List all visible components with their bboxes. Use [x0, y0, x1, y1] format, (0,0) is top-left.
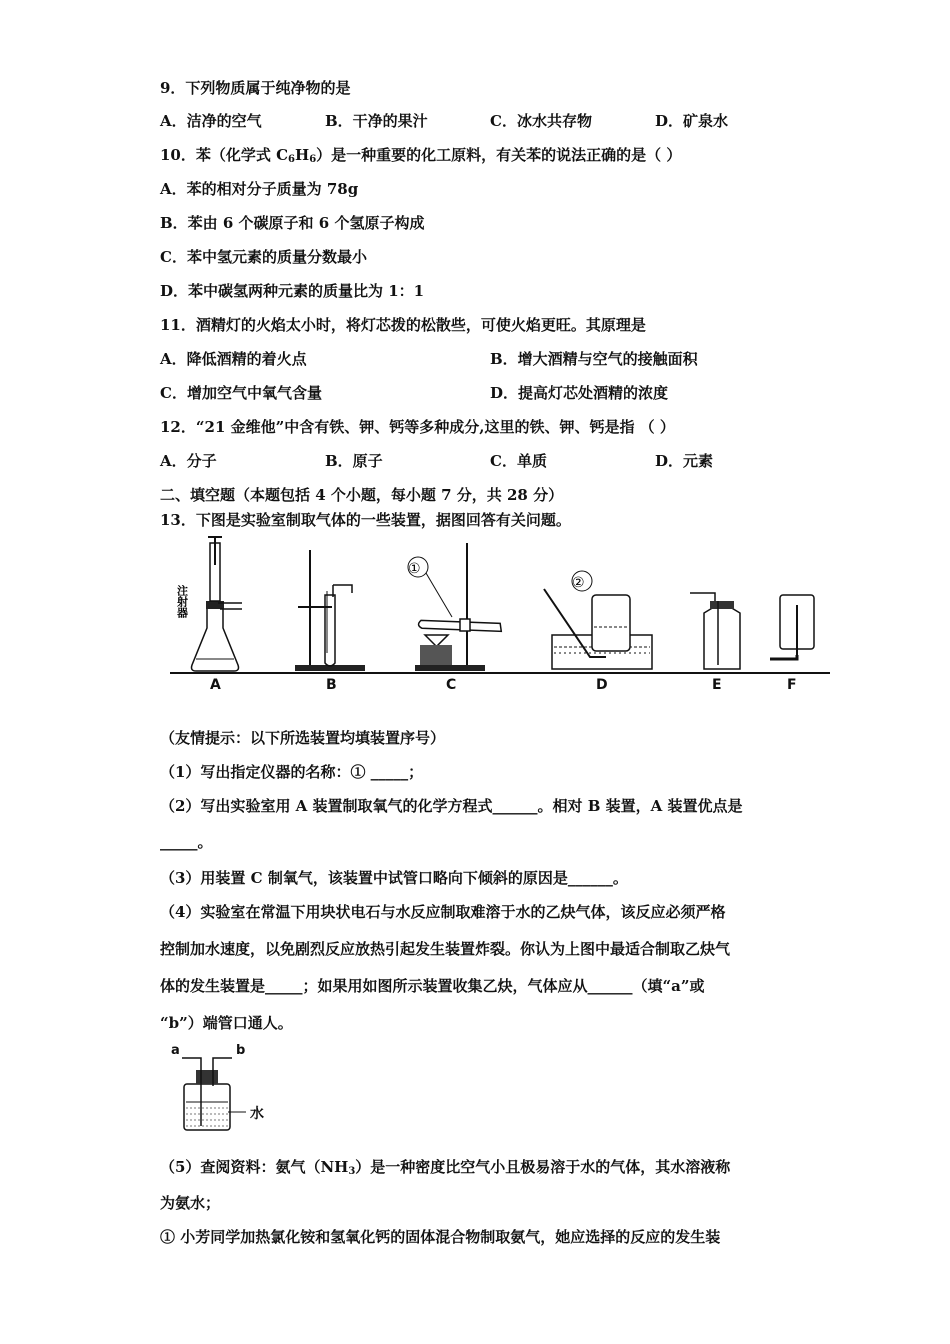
bottle-label-water: 水 — [250, 1106, 264, 1122]
q13-part5-line1 — [160, 1157, 730, 1182]
q10-stem — [160, 145, 681, 170]
q13-part1: （1）写出指定仪器的名称：① _____； — [160, 763, 424, 781]
apparatus-d — [544, 571, 652, 669]
q11-option-d: D．提高灯芯处酒精的浓度 — [490, 384, 669, 402]
q13-part2-line2: _____。 — [160, 833, 213, 851]
marker-1: ① — [408, 561, 421, 577]
syringe-label: 注射器 — [175, 585, 189, 618]
marker-2: ② — [572, 575, 585, 591]
q10-option-c: C．苯中氢元素的质量分数最小 — [160, 248, 367, 266]
q11-stem: 11．酒精灯的火焰太小时，将灯芯拨的松散些，可使火焰更旺。其原理是 — [160, 316, 646, 334]
apparatus-c — [408, 543, 501, 671]
q12-option-c: C．单质 — [490, 452, 547, 470]
q9-option-c: C．冰水共存物 — [490, 112, 592, 130]
figure-label-c: C — [446, 677, 457, 693]
q10-stem-pre: 10．苯（化学式 C — [160, 146, 289, 164]
q11-option-c: C．增加空气中氧气含量 — [160, 384, 322, 402]
q13-part3: （3）用装置 C 制氧气，该装置中试管口略向下倾斜的原因是______。 — [160, 869, 628, 887]
apparatus-figure — [170, 535, 830, 700]
apparatus-f — [770, 595, 814, 659]
q13-part4-line2: 控制加水速度，以免剧烈反应放热引起发生装置炸裂。你认为上图中最适合制取乙炔气 — [160, 940, 731, 958]
q13-part5-sub: 3 — [348, 1166, 356, 1177]
apparatus-e — [690, 593, 740, 669]
q13-part2-line1: （2）写出实验室用 A 装置制取氧气的化学方程式______。相对 B 装置，A 装置优点是 — [160, 797, 743, 815]
q13-part5-line3: ① 小芳同学加热氯化铵和氢氧化钙的固体混合物制取氨气，她应选择的反应的发生装 — [160, 1228, 721, 1246]
q10-option-d: D．苯中碳氢两种元素的质量比为 1：1 — [160, 282, 425, 300]
q13-part4-line3: 体的发生装置是_____；如果用如图所示装置收集乙炔，气体应从______（填“a”或 — [160, 977, 705, 995]
q12-stem: 12．“21 金维他”中含有铁、钾、钙等多种成分,这里的铁、钾、钙是指 （ ） — [160, 418, 675, 436]
bottle-body — [184, 1084, 230, 1130]
q12-option-a: A．分子 — [160, 452, 217, 470]
q13-part5-line2: 为氨水； — [160, 1194, 221, 1212]
figure-label-a: A — [210, 677, 221, 693]
figure-label-f: F — [787, 677, 797, 693]
q9-option-b: B．干净的果汁 — [325, 112, 428, 130]
q9-option-d: D．矿泉水 — [655, 112, 729, 130]
section2-title: 二、填空题（本题包括 4 个小题，每小题 7 分，共 28 分） — [160, 486, 564, 504]
q13-part5-pre: （5）查阅资料：氨气（NH — [160, 1158, 349, 1176]
q10-sub2: 6 — [309, 154, 317, 165]
figure-label-b: B — [326, 677, 337, 693]
q10-sub1: 6 — [288, 154, 296, 165]
apparatus-a — [192, 537, 243, 671]
figure-label-d: D — [596, 677, 608, 693]
q10-option-b: B．苯由 6 个碳原子和 6 个氢原子构成 — [160, 214, 425, 232]
q10-stem-mid: H — [295, 146, 310, 164]
q13-stem: 13．下图是实验室制取气体的一些装置，据图回答有关问题。 — [160, 511, 571, 529]
q11-option-b: B．增大酒精与空气的接触面积 — [490, 350, 698, 368]
bottle-stopper — [196, 1070, 218, 1084]
q9-option-a: A．洁净的空气 — [160, 112, 262, 130]
bottle-label-b: b — [236, 1043, 246, 1058]
figure-label-e: E — [712, 677, 722, 693]
q12-option-d: D．元素 — [655, 452, 714, 470]
q11-option-a: A．降低酒精的着火点 — [160, 350, 307, 368]
bottle-label-a: a — [171, 1043, 180, 1058]
q13-hint: （友情提示：以下所选装置均填装置序号） — [160, 729, 446, 747]
tube-a — [182, 1058, 201, 1126]
q10-stem-post: ）是一种重要的化工原料，有关苯的说法正确的是（ ） — [316, 146, 682, 164]
q13-part5-post: ）是一种密度比空气小且极易溶于水的气体，其水溶液称 — [355, 1158, 731, 1176]
q13-part4-line4: “b”）端管口通人。 — [160, 1014, 293, 1032]
q12-option-b: B．原子 — [325, 452, 383, 470]
q10-option-a: A．苯的相对分子质量为 78g — [160, 180, 359, 198]
q9-stem: 9．下列物质属于纯净物的是 — [160, 79, 351, 97]
apparatus-b — [295, 550, 365, 671]
q13-part4-line1: （4）实验室在常温下用块状电石与水反应制取难溶于水的乙炔气体，该反应必须严格 — [160, 903, 726, 921]
